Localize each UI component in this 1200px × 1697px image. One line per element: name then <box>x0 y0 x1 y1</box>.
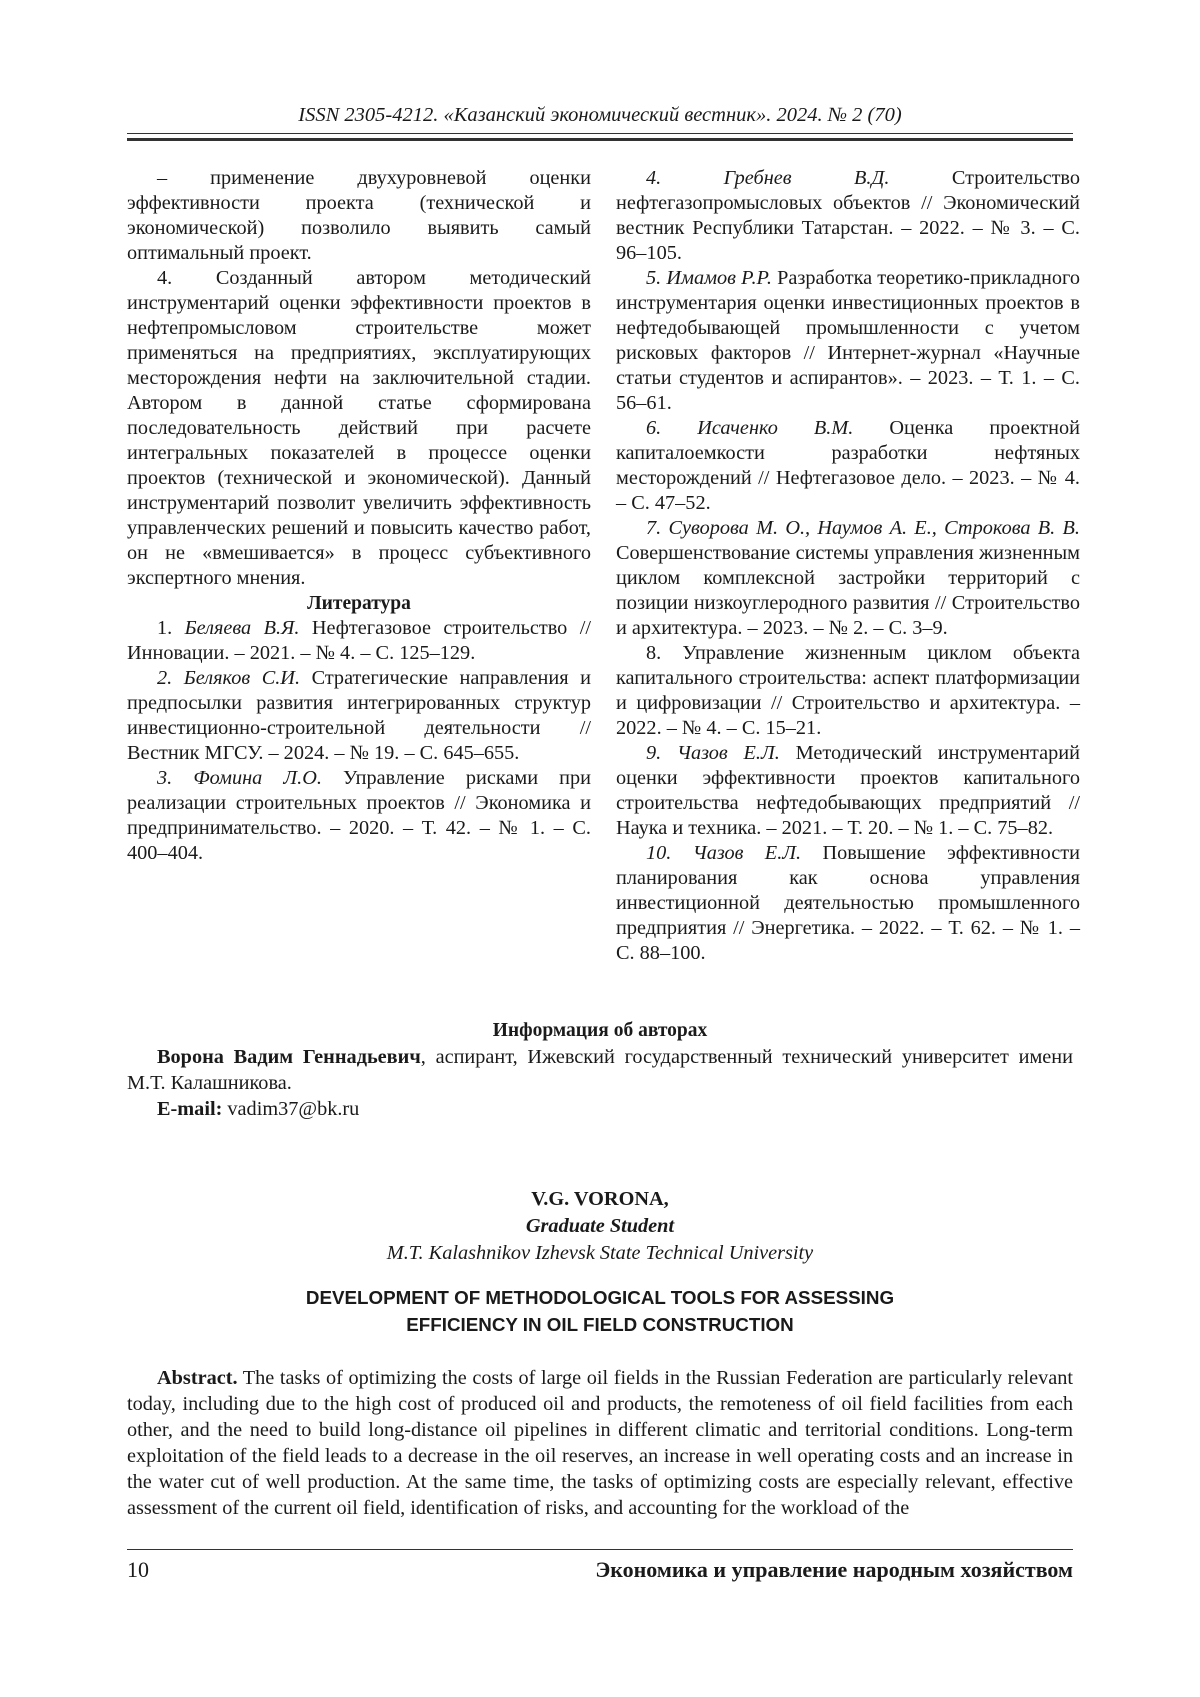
reference-number: 6. <box>646 417 662 439</box>
reference-number: 5. <box>646 267 662 289</box>
section-title: Экономика и управление народным хозяйством <box>595 1557 1073 1582</box>
reference-text: Строительство нефтегазопромысловых объектов // Экономический вестник Республики Татарстан. – 2022. – № 3. – С. 96–105. <box>616 167 1081 264</box>
english-title-line: DEVELOPMENT OF METHODOLOGICAL TOOLS FOR ASSESSING <box>305 1287 895 1308</box>
reference-number: 7. <box>646 517 662 539</box>
reference-item <box>616 516 1080 641</box>
running-head: ISSN 2305-4212. «Казанский экономический вестник». 2024. № 2 (70) <box>298 104 902 126</box>
reference-author: Беляков С.И. <box>183 667 301 689</box>
author-affiliation <box>127 1044 1073 1096</box>
reference-number: 8. <box>646 642 662 664</box>
english-author-position: Graduate Student <box>525 1215 675 1237</box>
reference-author: Чазов Е.Л. <box>677 742 780 764</box>
english-abstract <box>127 1365 1073 1521</box>
reference-item <box>616 416 1080 516</box>
english-title-line: EFFICIENCY IN OIL FIELD CONSTRUCTION <box>406 1314 794 1335</box>
reference-number: 4. <box>646 167 662 189</box>
abstract-label: Abstract. <box>157 1367 238 1389</box>
reference-item <box>127 766 591 866</box>
reference-text: Управление жизненным циклом объекта капитального строительства: аспект платформизации и цифровизации // Строительство и архитектура. – 2022. – № 4. – С. 15–21. <box>616 642 1080 739</box>
reference-item <box>616 641 1080 741</box>
reference-text: Методический инструментарий оценки эффективности проектов капитального строительства нефтедобывающих предприятий // Наука и техника. – 2021. – Т. 20. – № 1. – С. 75–82. <box>616 742 1081 839</box>
reference-number: 9. <box>646 742 662 764</box>
body-paragraph: – применение двухуровневой оценки эффективности проекта (технической и экономической) позволило выявить самый оптимальный проект. <box>127 167 591 264</box>
author-affiliation-text: , аспирант, Ижевский государственный технический университет имени М.Т. Калашникова. <box>127 1046 1073 1094</box>
footer-rule <box>127 1549 1073 1550</box>
right-column <box>616 166 1080 966</box>
header-rule-thin <box>127 133 1073 134</box>
reference-text: Управление рисками при реализации строительных проектов // Экономика и предпринимательство. – 2020. – Т. 42. – № 1. – С. 400–404. <box>127 767 592 864</box>
body-paragraph: 4. Созданный автором методический инструментарий оценки эффективности проектов в нефтепромысловом строительстве может применяться на предприятиях, эксплуатирующих месторождения нефти на заключительной стадии. Автором в данной статье сформирована последовательность действий при расчете интегральных показателей в процессе оценки проектов (технической и экономической). Данный инструментарий позволит увеличить эффективность управленческих решений и повысить качество работ, он не «вмешивается» в процесс субъективного экспертного мнения. <box>127 267 591 589</box>
left-column <box>127 166 591 866</box>
abstract-text: The tasks of optimizing the costs of large oil fields in the Russian Federation are particularly relevant today, including due to the high cost of produced oil and products, the remoteness of oil field facilities from each other, and the need to build long-distance oil pipelines in different climatic and territorial conditions. Long-term exploitation of the field leads to a decrease in the oil reserves, an increase in well operating costs and an increase in the water cut of well production. At the same time, the tasks of optimizing costs are especially relevant, effective assessment of the current oil field, identification of risks, and accounting for the workload of the <box>127 1367 1073 1519</box>
reference-item <box>616 266 1080 416</box>
reference-number: 10. <box>646 842 672 864</box>
email-label: E-mail: <box>157 1098 223 1120</box>
reference-number: 1. <box>157 617 173 639</box>
reference-item <box>127 616 591 666</box>
reference-text: Нефтегазовое строительство // Инновации. – 2021. – № 4. – С. 125–129. <box>127 617 592 664</box>
email-value: vadim37@bk.ru <box>222 1098 360 1120</box>
author-email <box>127 1096 1073 1122</box>
author-name: Ворона Вадим Геннадьевич <box>157 1046 421 1068</box>
reference-number: 3. <box>157 767 173 789</box>
reference-item <box>616 841 1080 966</box>
reference-text: Повышение эффективности планирования как основа управления инвестиционной деятельностью промышленного предприятия // Энергетика. – 2022. – Т. 62. – № 1. – С. 88–100. <box>616 842 1080 964</box>
reference-text: Разработка теоретико-прикладного инструментария оценки инвестиционных проектов в нефтедобывающей промышленности с учетом рисковых факторов // Интернет-журнал «Научные статьи студентов и аспирантов». – 2023. – Т. 1. – С. 56–61. <box>616 267 1080 414</box>
reference-item <box>616 741 1080 841</box>
english-author-name: V.G. VORONA, <box>531 1188 669 1210</box>
english-author-block <box>127 1186 1073 1267</box>
reference-author: Исаченко В.М. <box>697 417 854 439</box>
reference-author: Чазов Е.Л. <box>692 842 802 864</box>
literature-heading: Литература <box>307 593 411 614</box>
reference-number: 2. <box>157 667 173 689</box>
reference-author: Имамов Р.Р. <box>666 267 772 289</box>
header-rule-thick <box>127 138 1073 141</box>
reference-item <box>127 666 591 766</box>
english-article-title <box>127 1284 1073 1338</box>
reference-text: Совершенствование системы управления жизненным циклом комплексной застройки территорий с позиции низкоуглеродного развития // Строительство и архитектура. – 2023. – № 2. – С. 3–9. <box>616 542 1080 639</box>
reference-item <box>616 166 1080 266</box>
reference-author: Гребнев В.Д. <box>723 167 890 189</box>
authors-heading: Информация об авторах <box>492 1020 708 1041</box>
reference-text: Оценка проектной капиталоемкости разработки нефтяных месторождений // Нефтегазовое дело. – 2023. – № 4. – С. 47–52. <box>616 417 1080 514</box>
reference-author: Суворова М. О., Наумов А. Е., Строкова В. В. <box>668 517 1080 539</box>
page-number: 10 <box>127 1557 149 1582</box>
english-university: M.T. Kalashnikov Izhevsk State Technical University <box>386 1242 814 1264</box>
authors-info <box>127 1018 1073 1122</box>
reference-author: Фомина Л.О. <box>193 767 322 789</box>
reference-text: Стратегические направления и предпосылки развития интегрированных структур инвестиционно-строительной деятельности // Вестник МГСУ. – 2024. – № 19. – С. 645–655. <box>127 667 591 764</box>
reference-author: Беляева В.Я. <box>184 617 300 639</box>
